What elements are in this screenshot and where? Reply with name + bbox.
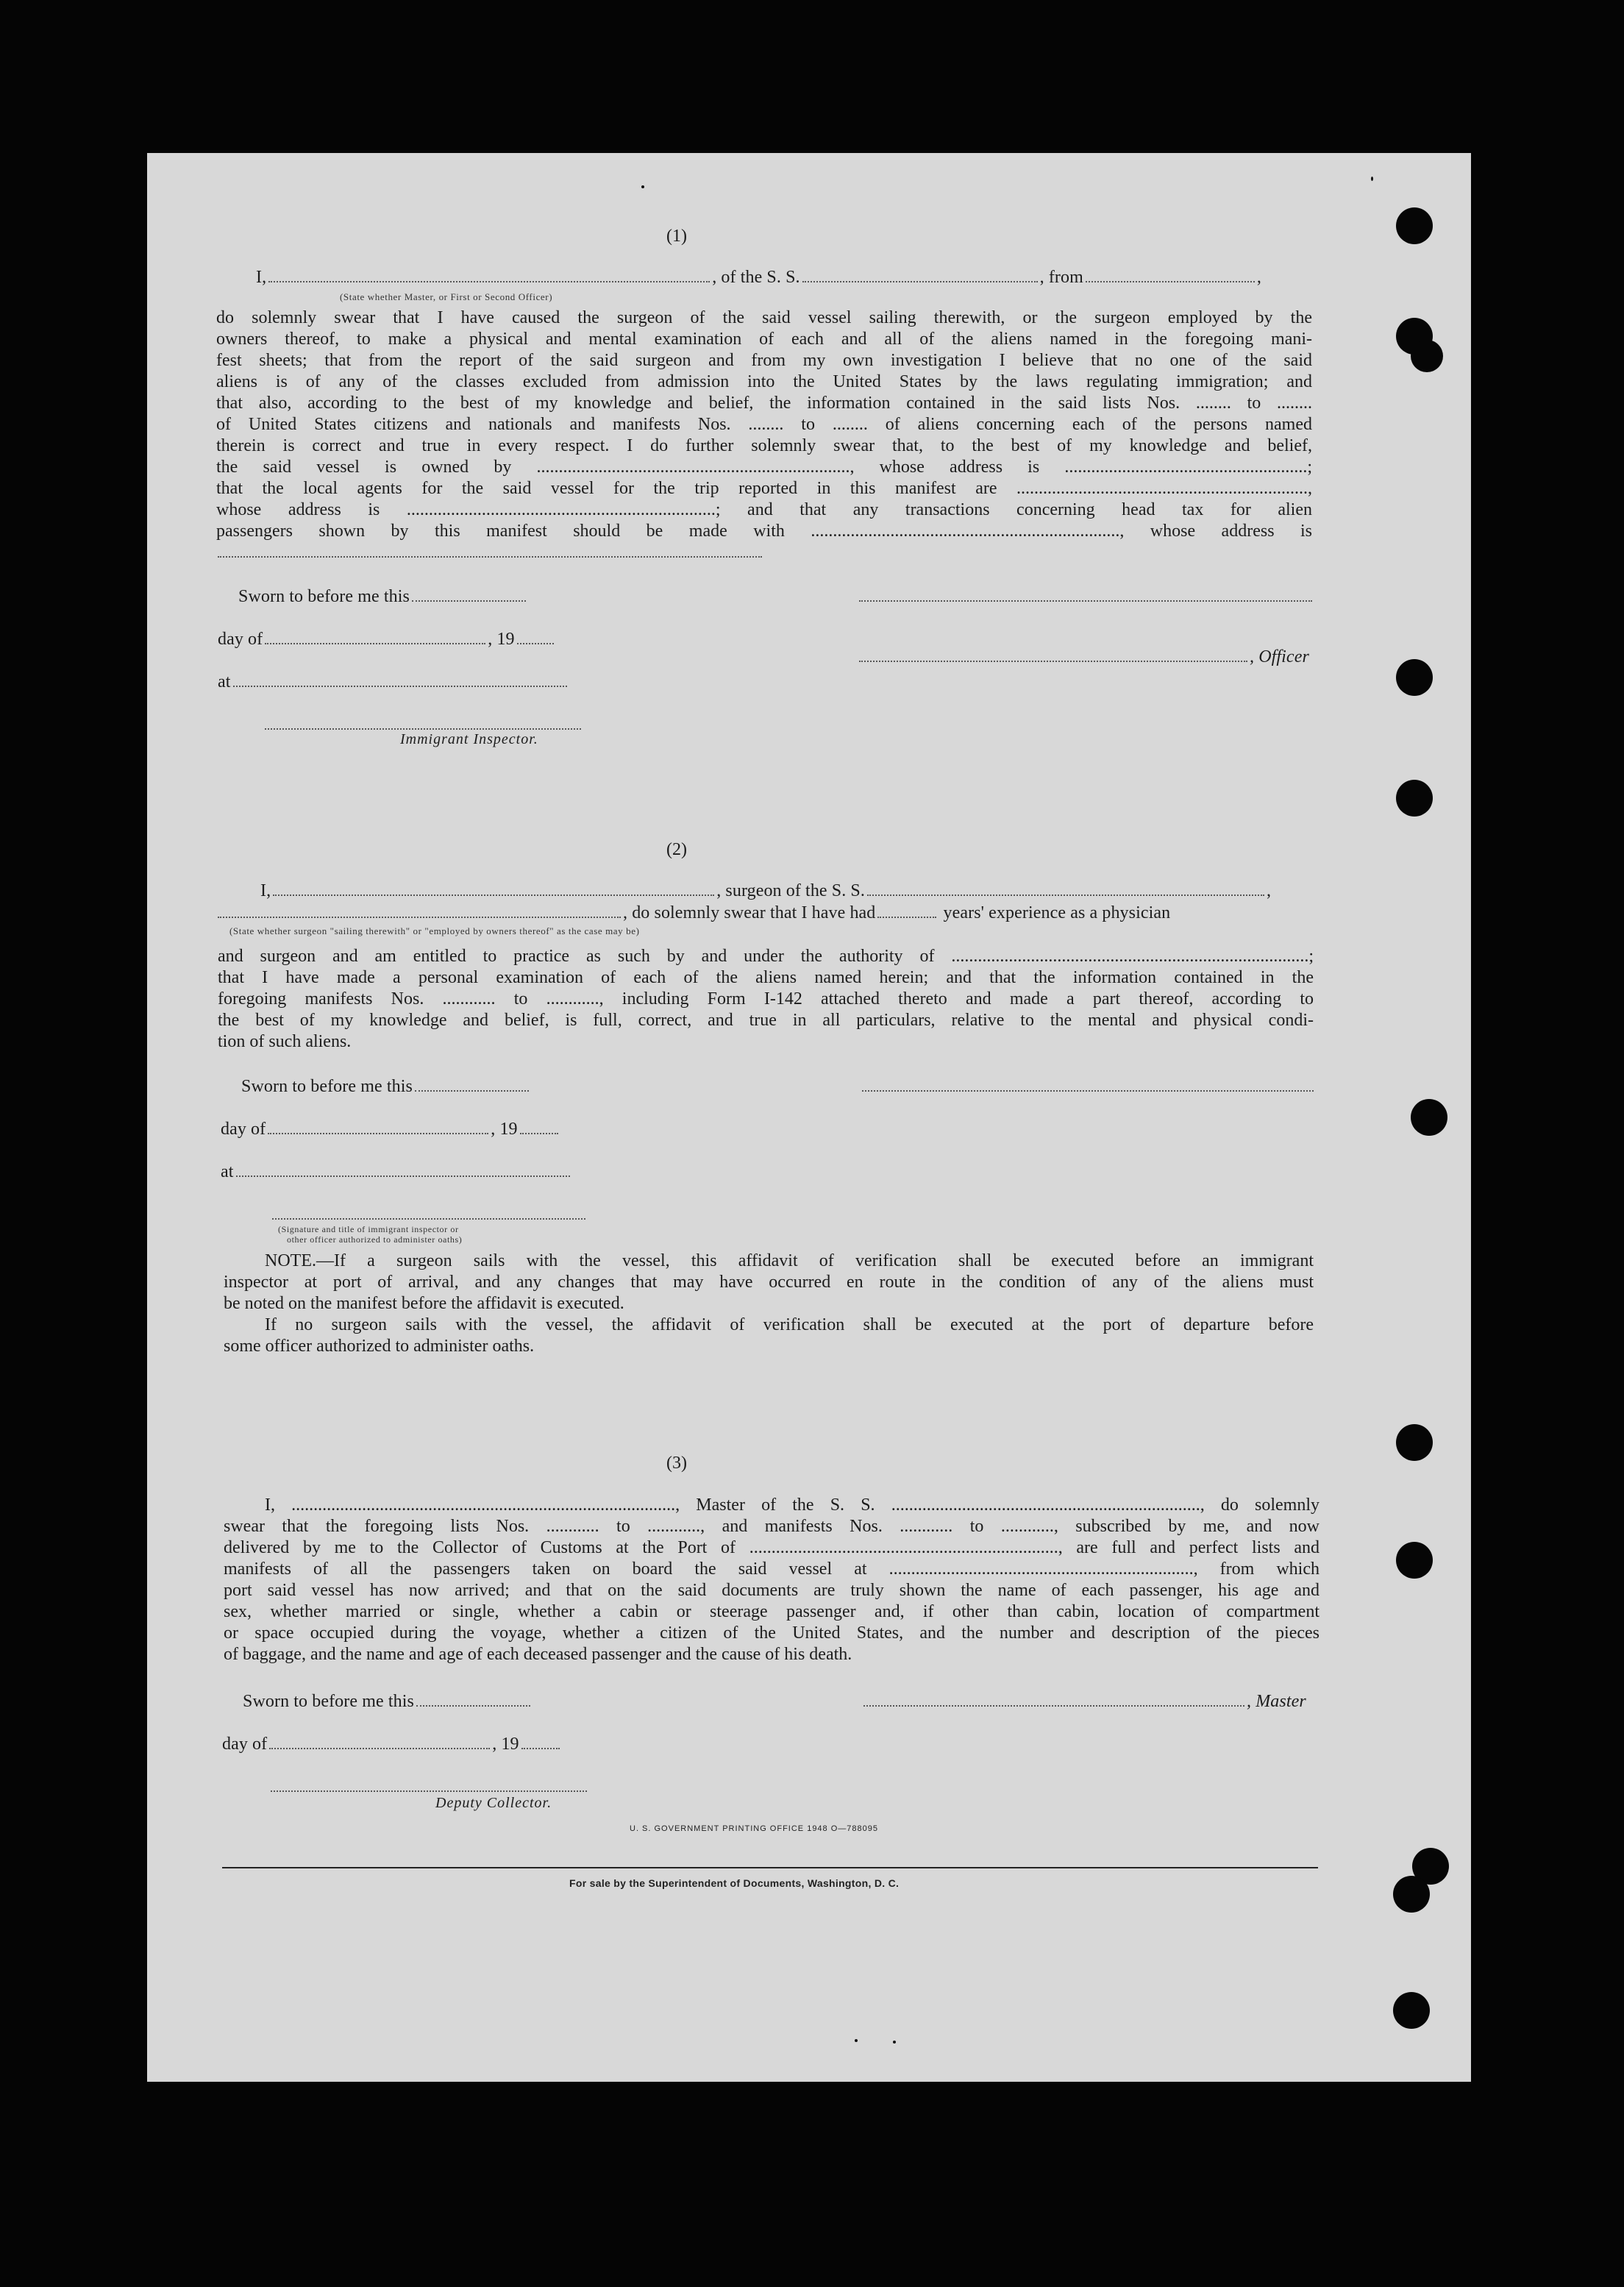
officer-rank-field[interactable] (268, 268, 710, 282)
at-label: at (221, 1162, 234, 1181)
body-line: passengers shown by this manifest should be made with ......................................................................, whose address is (216, 522, 1312, 541)
note-line: inspector at port of arrival, and any changes that may have occurred en route in the condition of any of the aliens must (224, 1273, 1314, 1292)
note-line: NOTE.—If a surgeon sails with the vessel, this affidavit of verification shall be executed before an immigrant (265, 1251, 1314, 1270)
year-field[interactable] (517, 630, 554, 644)
sig-caption-2: other officer authorized to administer oaths) (287, 1234, 463, 1245)
binder-hole (1396, 659, 1433, 696)
note-line: be noted on the manifest before the affidavit is executed. (224, 1294, 624, 1313)
paper-speck (855, 2039, 858, 2042)
body-line: fest sheets; that from the report of the said surgeon and from my own investigation I believe that no one of the said (216, 351, 1312, 370)
binder-hole (1393, 1876, 1430, 1913)
day-field[interactable] (265, 630, 485, 644)
inspector-signature-line[interactable] (265, 728, 581, 730)
from-port-field[interactable] (1086, 268, 1255, 282)
body-line: whose address is ......................................................................; and that any transactions concerning head tax for alien (216, 500, 1312, 519)
sworn-date-field[interactable] (416, 1692, 530, 1707)
body-line: do solemnly swear that I have caused the surgeon of the said vessel sailing therewith, or the surgeon employed by the (216, 308, 1312, 327)
binder-hole (1396, 1542, 1433, 1579)
sworn-date-field[interactable] (415, 1077, 529, 1092)
body-line: the best of my knowledge and belief, is full, correct, and true in all particulars, relative to the mental and physical condi- (218, 1011, 1314, 1030)
section-2-at (221, 1162, 572, 1182)
binder-hole (1393, 1992, 1430, 2029)
body-line: foregoing manifests Nos. ............ to ............, including Form I-142 attached thereto and made a part thereof, according to (218, 989, 1314, 1009)
collector-label: Deputy Collector. (435, 1795, 552, 1811)
administering-officer-signature-line[interactable] (272, 1218, 585, 1220)
section-1-sworn (238, 587, 528, 607)
binder-hole (1411, 340, 1443, 372)
sworn-date-field[interactable] (412, 587, 526, 602)
section-1-of-ss: , of the S. S. (712, 268, 800, 287)
years-field[interactable] (877, 903, 936, 918)
body-line: manifests of all the passengers taken on board the said vessel at ....................................................................., from which (224, 1559, 1320, 1579)
year-label: , 19 (491, 1120, 518, 1139)
year-label: , 19 (488, 630, 515, 649)
section-3-number: (3) (666, 1454, 687, 1473)
body-line: or space occupied during the voyage, whether a citizen of the United States, and the number and description of the pieces (224, 1623, 1320, 1643)
body-line: owners thereof, to make a physical and mental examination of each and all of the aliens named in the foregoing mani- (216, 330, 1312, 349)
body-line: that I have made a personal examination of each of the aliens named herein; and that the information contained in the (218, 968, 1314, 987)
body-line: that also, according to the best of my knowledge and belief, the information contained in the said lists Nos. ........ to ........ (216, 394, 1312, 413)
section-3-sworn (243, 1692, 533, 1712)
binder-hole (1396, 207, 1433, 244)
day-field[interactable] (269, 1735, 490, 1749)
sworn-label: Sworn to before me this (238, 587, 410, 606)
note-line: some officer authorized to administer oaths. (224, 1337, 535, 1356)
paper-speck (1371, 177, 1373, 181)
years-experience-label: years' experience as a physician (943, 903, 1171, 922)
inspector-label: Immigrant Inspector. (400, 731, 538, 747)
at-label: at (218, 672, 231, 691)
section-2-i: I, (260, 881, 271, 900)
section-2-line2 (218, 903, 1170, 923)
body-line: delivered by me to the Collector of Customs at the Port of ......................................................................, are full and perfect lists and (224, 1538, 1320, 1557)
day-field[interactable] (268, 1120, 488, 1134)
surgeon-of-ss: , surgeon of the S. S. (716, 881, 865, 900)
sig-caption-1: (Signature and title of immigrant inspector or (278, 1224, 459, 1234)
section-2-note (224, 1251, 1314, 1357)
document-page (147, 153, 1471, 2082)
paper-speck (893, 2041, 896, 2044)
section-2-number: (2) (666, 840, 687, 859)
printing-office-imprint: U. S. GOVERNMENT PRINTING OFFICE 1948 O—788095 (630, 1824, 878, 1833)
place-field[interactable] (236, 1162, 570, 1177)
body-line: of baggage, and the name and age of each deceased passenger and the cause of his death. (224, 1645, 852, 1664)
year-field[interactable] (520, 1120, 558, 1134)
body-line: that the local agents for the said vessel for the trip reported in this manifest are .................................................................., (216, 479, 1312, 498)
sworn-label: Sworn to before me this (241, 1077, 413, 1096)
section-1-day (218, 630, 556, 650)
section-1-number: (1) (666, 227, 687, 246)
section-1-i: I, (256, 268, 267, 287)
section-2-line1: I, , surgeon of the S. S. , (260, 881, 1272, 900)
master-label: , Master (1247, 1692, 1306, 1711)
binder-hole (1411, 1099, 1447, 1136)
binder-hole (1396, 780, 1433, 817)
officer-label: , Officer (1250, 647, 1309, 666)
footer-sale-notice: For sale by the Superintendent of Documents, Washington, D. C. (569, 1877, 900, 1889)
officer-signature-field[interactable] (859, 647, 1247, 662)
day-of-label: day of (218, 630, 263, 649)
section-1-officer (859, 647, 1309, 667)
binder-hole (1396, 1424, 1433, 1461)
year-field[interactable] (521, 1735, 560, 1749)
body-line: of United States citizens and nationals and manifests Nos. ........ to ........ of aliens concerning each of the persons named (216, 415, 1312, 434)
surgeon-name-field[interactable] (273, 881, 714, 896)
body-line: and surgeon and am entitled to practice as such by and under the authority of .................................................................................; (218, 947, 1314, 966)
day-of-label: day of (222, 1735, 268, 1754)
section-1-at (218, 672, 569, 692)
body-line: I, ......................................................................................., Master of the S. S. ......................................................................, do solemnly (265, 1495, 1320, 1515)
body-line: the said vessel is owned by ......................................................................., whose address is .......................................................; (216, 458, 1312, 477)
section-3-day (222, 1735, 562, 1754)
section-1-body (216, 307, 1312, 542)
section-2-caption: (State whether surgeon "sailing therewith" or "employed by owners thereof" as the case may be) (229, 925, 640, 936)
place-field[interactable] (233, 672, 567, 687)
master-signature-field[interactable] (863, 1692, 1244, 1707)
year-label: , 19 (492, 1735, 519, 1754)
body-line: port said vessel has now arrived; and that on the said documents are truly shown the name of each passenger, his age and (224, 1581, 1320, 1600)
section-2-body (218, 946, 1314, 1053)
section-1-caption: (State whether Master, or First or Second Officer) (340, 291, 553, 302)
body-line: aliens is of any of the classes excluded from admission into the United States by the laws regulating immigration; and (216, 372, 1312, 391)
body-line: swear that the foregoing lists Nos. ............ to ............, and manifests Nos. ............ to ............, subscribed by me, and now (224, 1517, 1320, 1536)
section-2-vessel-field[interactable] (867, 881, 1264, 896)
section-1-from: , from (1039, 268, 1083, 287)
body-line: therein is correct and true in every respect. I do further solemnly swear that, to the best of my knowledge and belief, (216, 436, 1312, 455)
surgeon-signature-line[interactable] (862, 1090, 1314, 1092)
vessel-name-field[interactable] (802, 268, 1038, 282)
body-line: sex, whether married or single, whether a cabin or steerage passenger and, if other than cabin, location of compartment (224, 1602, 1320, 1621)
section-1-line1: I, , of the S. S. , from , (256, 268, 1261, 287)
head-tax-address-field[interactable] (218, 556, 762, 558)
swear-label: , do solemnly swear that I have had (623, 903, 876, 922)
section-2-day (221, 1120, 560, 1139)
surgeon-type-field[interactable] (218, 903, 621, 918)
section-3-master (863, 1692, 1306, 1712)
collector-signature-line[interactable] (271, 1790, 587, 1792)
section-3-body (224, 1495, 1320, 1665)
footer-rule (222, 1867, 1318, 1868)
section-2-sworn (241, 1077, 531, 1097)
paper-speck (641, 185, 644, 188)
day-of-label: day of (221, 1120, 266, 1139)
note-line: If no surgeon sails with the vessel, the affidavit of verification shall be executed at the port of departure before (265, 1315, 1314, 1334)
body-line: tion of such aliens. (218, 1032, 352, 1051)
sworn-label: Sworn to before me this (243, 1692, 414, 1711)
officer-signature-line-1[interactable] (859, 600, 1312, 602)
